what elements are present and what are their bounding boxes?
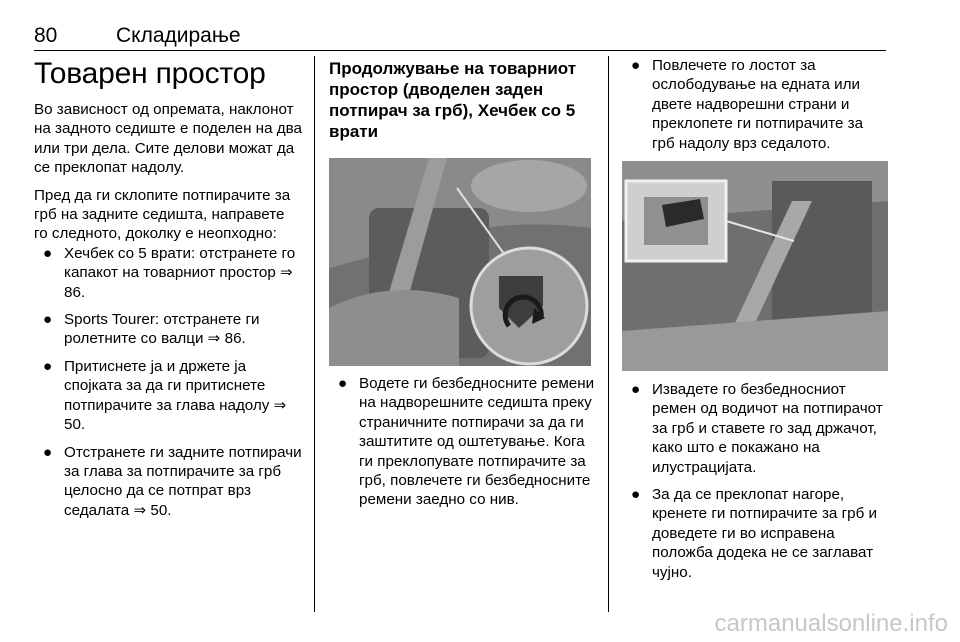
preparation-paragraph: Пред да ги склопите потпирачите за грб на задните седишта, направете го следното, доколку е неопходно:	[34, 186, 291, 243]
list-item: ● Притиснете ја и држете ја спојката за да ги притиснете потпирачите за глава надолу ⇒ 50.	[43, 357, 287, 434]
header-rule	[34, 50, 886, 51]
intro-paragraph: Во зависност од опремата, наклонот на задното седиште е поделен на два или три дела. Сите делови можат да се преклопат надолу.	[34, 101, 302, 177]
list-item: ● Повлечете го лостот за ослободување на едната или двете надворешни страни и преклопете ги потпирачите за грб надолу врз седалото.	[631, 57, 864, 152]
column-divider-2	[608, 56, 609, 612]
seatbelt-guide-drawing	[329, 158, 591, 366]
bullet-icon: ●	[43, 311, 53, 329]
section-title: Товарен простор	[34, 57, 266, 90]
seatbelt-guide-illustration	[329, 158, 591, 366]
list-item: ● Водете ги безбедносните ремени на надворешните седишта преку страничните потпирачи за да ги заштитите од оштетување. Кога ги преклопувате потпирачите за грб, повлечете ги безбедносните ремени заедно со нив.	[338, 375, 595, 509]
column-2	[329, 56, 595, 142]
release-lever-drawing	[622, 161, 888, 371]
column-3	[622, 56, 888, 161]
page-header	[34, 24, 886, 52]
column-3-text	[622, 380, 888, 590]
list-item: ● Извадете го безбедносниот ремен од водичот на потпирачот за грб и ставете го зад држачот, како што е покажано на илустрацијата.	[631, 381, 883, 476]
watermark: carmanualsonline.info	[714, 610, 948, 637]
bullet-icon: ●	[43, 443, 53, 461]
column-2-text	[329, 374, 595, 518]
bullet-icon: ●	[43, 244, 53, 262]
list-item: ● Хечбек со 5 врати: отстранете го капакот на товарниот простор ⇒ 86.	[43, 244, 296, 301]
bullet-icon: ●	[43, 357, 53, 375]
bullet-icon: ●	[631, 381, 641, 398]
list-item: ● Sports Tourer: отстранете ги ролетните со валци ⇒ 86.	[43, 311, 260, 348]
belt-and-raise-list	[622, 380, 888, 582]
list-item: ● Отстранете ги задните потпирачи за глава за потпирачите за грб целосно да се потпрат врз седалата ⇒ 50.	[43, 443, 302, 519]
subsection-heading: Продолжување на товарниот простор (дводелен заден потпирач за грб), Хечбек со 5 врати	[329, 59, 577, 141]
preparation-list	[34, 244, 302, 520]
page-number: 80	[34, 24, 58, 47]
bullet-icon: ●	[338, 375, 348, 392]
release-lever-illustration	[622, 161, 888, 371]
running-title: Складирање	[116, 24, 241, 47]
list-item: ● За да се преклопат нагоре, кренете ги потпирачите за грб и доведете ги во исправена положба додека не се заглават чујно.	[631, 486, 877, 581]
bullet-icon: ●	[631, 57, 641, 74]
column-1	[34, 56, 302, 528]
column-divider-1	[314, 56, 315, 612]
fold-list	[622, 56, 888, 153]
seatbelt-list	[329, 374, 595, 510]
bullet-icon: ●	[631, 486, 641, 504]
